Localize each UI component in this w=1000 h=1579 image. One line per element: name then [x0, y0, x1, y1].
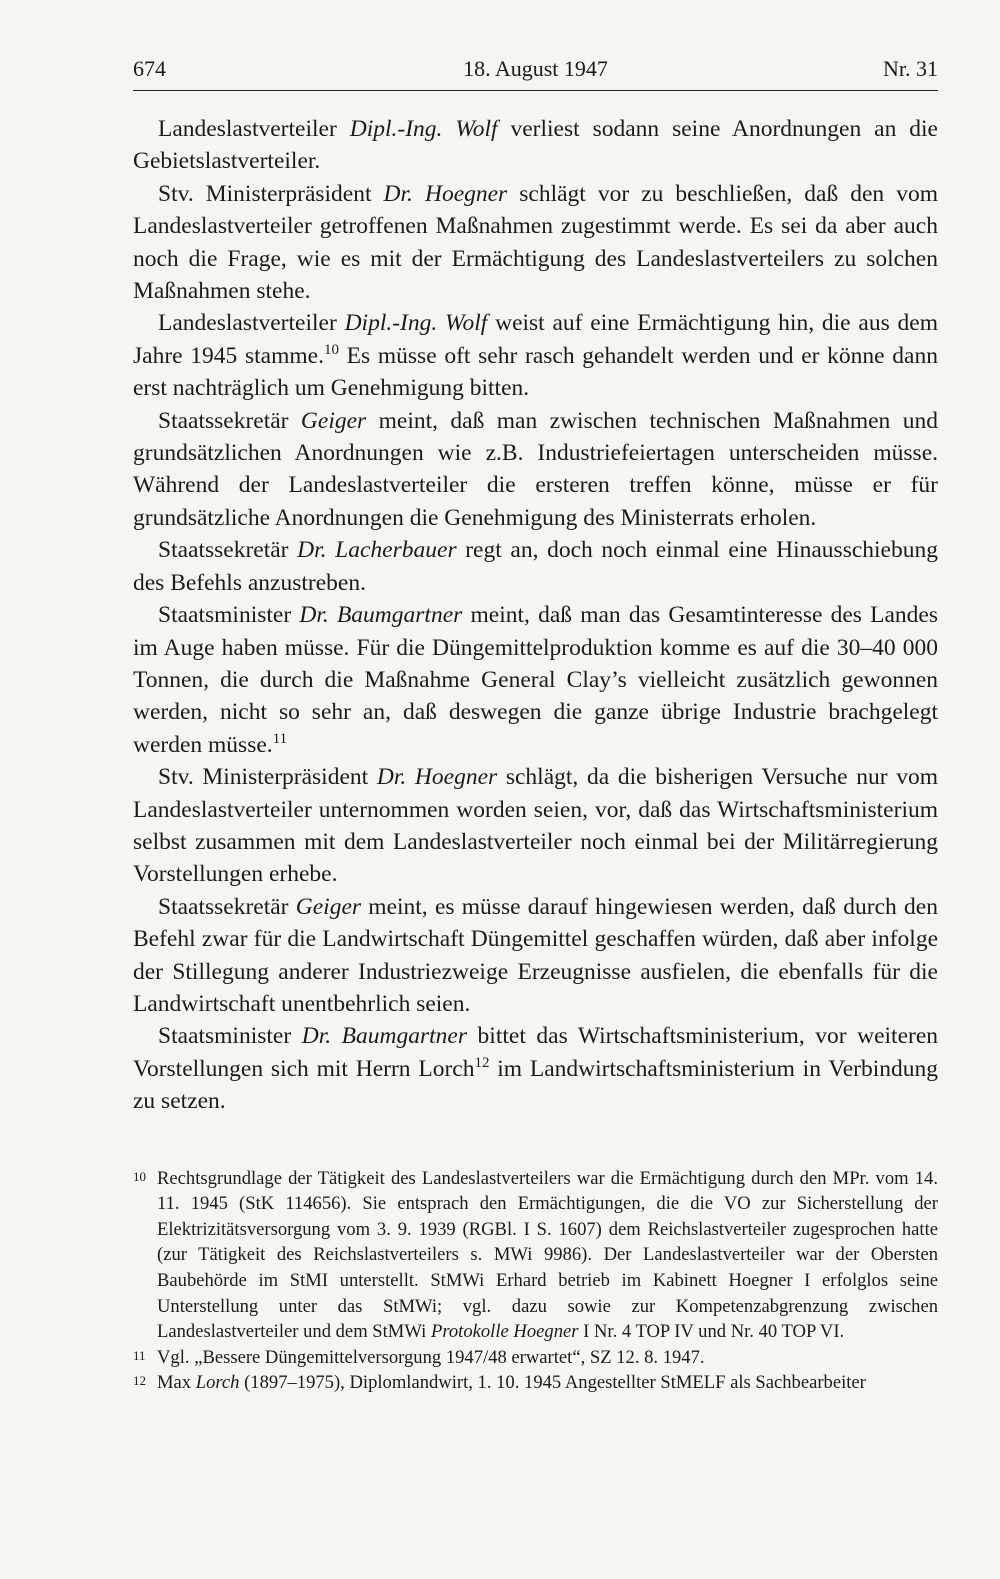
- text-run: verliest sodann seine Anordnungen an die Gebietslastverteiler.: [133, 116, 938, 175]
- text-run: Staatsminister: [158, 602, 300, 629]
- text-run: (1897–1975), Diplomlandwirt, 1. 10. 1945 Angestellter StMELF als Sachbearbeiter: [239, 1372, 866, 1394]
- text-run: Max: [157, 1372, 196, 1394]
- italic-name: Dipl.-Ing. Wolf: [349, 116, 498, 142]
- footnote-text: [157, 1370, 938, 1396]
- text-run: regt an, doch noch einmal eine Hinausschiebung des Befehls anzustreben.: [133, 537, 938, 596]
- paragraph: [133, 761, 938, 891]
- footnote: [133, 1166, 938, 1345]
- text-run: Staatsminister: [158, 1023, 302, 1050]
- text-run: Staatssekretär: [158, 537, 298, 564]
- document-page: [133, 56, 938, 1476]
- text-run: Rechtsgrundlage der Tätigkeit des Landeslastverteilers war die Ermächtigung durch den MPr. vom 14. 11. 1945 (StK 114656). Sie entsprach den Ermächtigungen, die die VO zur Sicherstellung der Elektrizitätsversorgung vom 3. 9. 1939 (RGBl. I S. 1607) dem Reichslastverteiler zugesprochen hatte (zur Tätigkeit des Reichslastverteilers s. MWi 9986). Der Landeslastverteiler war der Obersten Baubehörde im StMI unterstellt. StMWi Erhard betrieb im Kabinett Hoegner I erfolglos seine Unterstellung unter das StMWi; vgl. dazu sowie zur Kompetenzabgrenzung zwischen Landeslastverteiler und dem StMWi: [157, 1167, 938, 1343]
- paragraph: [133, 307, 938, 404]
- footnote-number: 11: [133, 1347, 146, 1363]
- italic-name: Dr. Baumgartner: [301, 1023, 467, 1050]
- header-date: 18. August 1947: [463, 56, 608, 81]
- italic-name: Geiger: [295, 893, 362, 920]
- text-run: schlägt, da die bisherigen Versuche nur vom Landeslastverteiler unternommen worden seien, vor, daß das Wirtschaftsministerium selbst zusammen mit dem Landeslastverteiler noch einmal bei der Militärregierung Vorstellungen erhebe.: [133, 764, 938, 888]
- issue-number: Nr. 31: [883, 56, 938, 81]
- footnote-reference: 11: [272, 730, 288, 747]
- text-run: Staatssekretär: [158, 407, 301, 434]
- protocol-body: [133, 113, 938, 1118]
- text-run: im Landwirtschaftsministerium in Verbindung zu setzen.: [133, 1055, 938, 1115]
- italic-name: Dr. Hoegner: [376, 764, 498, 791]
- footnote: [133, 1345, 938, 1371]
- italic-name: Protokolle Hoegner: [430, 1321, 579, 1343]
- footnote-number: 10: [133, 1168, 146, 1184]
- footnote-text: [157, 1166, 938, 1345]
- footnote-reference: 12: [474, 1054, 490, 1071]
- paragraph: [133, 405, 938, 535]
- paragraph: [133, 534, 938, 599]
- text-run: Landeslastverteiler: [158, 116, 350, 142]
- italic-name: Dr. Hoegner: [383, 180, 508, 207]
- paragraph: [133, 113, 938, 178]
- paragraph: [133, 178, 938, 308]
- italic-name: Dr. Baumgartner: [299, 602, 463, 629]
- paragraph: [133, 1020, 938, 1117]
- text-run: Stv. Ministerpräsident: [158, 764, 377, 791]
- text-run: Landeslastverteiler: [158, 310, 345, 337]
- page-number: 674: [133, 56, 166, 81]
- footnote-text: [157, 1345, 938, 1371]
- footnotes: [133, 1166, 938, 1396]
- italic-name: Lorch: [195, 1372, 240, 1394]
- text-run: I Nr. 4 TOP IV und Nr. 40 TOP VI.: [578, 1321, 845, 1343]
- footnote-reference: 10: [323, 342, 339, 359]
- text-run: Es müsse oft sehr rasch gehandelt werden und er könne dann erst nachträglich um Genehmigung bitten.: [133, 342, 938, 402]
- italic-name: Dipl.-Ing. Wolf: [344, 310, 488, 337]
- text-run: bittet das Wirtschaftsministerium, vor weiteren Vorstellungen sich mit Herrn Lorch: [133, 1023, 939, 1082]
- running-header: [133, 56, 938, 91]
- text-run: meint, es müsse darauf hingewiesen werden, daß durch den Befehl zwar für die Landwirtschaft Düngemittel geschaffen würden, daß aber infolge der Stillegung anderer Industriezweige Erzeugnisse ausfielen, die ebenfalls für die Landwirtschaft unentbehrlich seien.: [133, 893, 938, 1017]
- text-run: meint, daß man das Gesamtinteresse des Landes im Auge haben müsse. Für die Düngemittelproduktion komme es auf die 30–40 000 Tonnen, die durch die Maßnahme General Clay’s vielleicht zusätzlich gewonnen werden, nicht so sehr an, daß deswegen die ganze übrige Industrie brachgelegt werden müsse.: [133, 602, 938, 758]
- paragraph: [133, 891, 938, 1021]
- italic-name: Dr. Lacherbauer: [297, 537, 457, 564]
- text-run: schlägt vor zu beschließen, daß den vom Landeslastverteiler getroffenen Maßnahmen zugestimmt werde. Es sei da aber auch noch die Frage, wie es mit der Ermächtigung des Landeslastverteilers zu solchen Maßnahmen stehe.: [133, 180, 938, 305]
- paragraph: [133, 599, 938, 761]
- text-run: weist auf eine Ermächtigung hin, die aus dem Jahre 1945 stamme.: [133, 310, 938, 369]
- footnote: [133, 1370, 938, 1396]
- text-run: meint, daß man zwischen technischen Maßnahmen und grundsätzlichen Anordnungen wie z.B. Industriefeiertagen unterscheiden müsse. Während der Landeslastverteiler die ersteren treffen könne, müsse er für grundsätzliche Anordnungen die Genehmigung des Ministerrats erholen.: [133, 407, 938, 531]
- text-run: Staatssekretär: [158, 893, 296, 920]
- text-run: Stv. Ministerpräsident: [158, 180, 384, 207]
- italic-name: Geiger: [300, 407, 367, 434]
- footnote-number: 12: [133, 1373, 146, 1389]
- text-run: Vgl. „Bessere Düngemittelversorgung 1947/48 erwartet“, SZ 12. 8. 1947.: [157, 1346, 705, 1368]
